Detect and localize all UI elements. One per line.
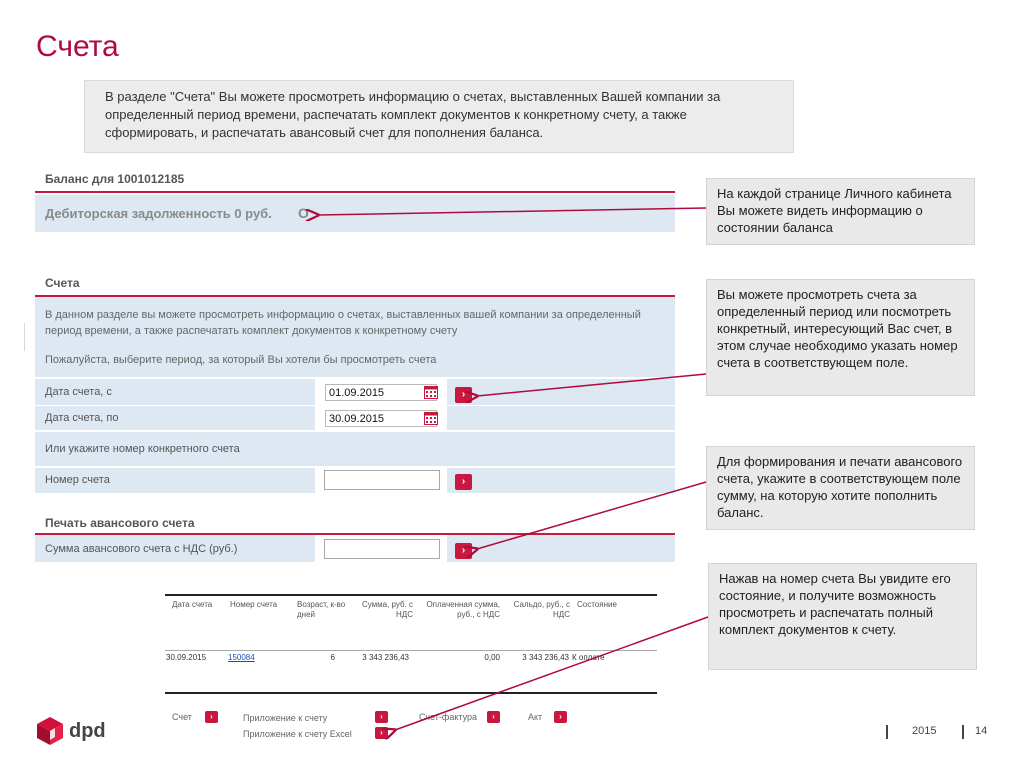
action-attachment-label: Приложение к счету — [243, 713, 328, 723]
debt-text: Дебиторская задолженность 0 руб. — [45, 206, 272, 221]
action-excel-label: Приложение к счету Excel — [243, 729, 352, 739]
slide-title: Счета — [36, 30, 119, 63]
cell-age: 6 — [330, 653, 335, 662]
th-date: Дата счета — [172, 600, 213, 609]
number-label: Номер счета — [45, 474, 110, 486]
callout-period: Вы можете просмотреть счета за определенный период или посмотреть конкретный, интересующий Вас счет, в этом случае необходимо указать номер счета в соответствующем поле. — [706, 279, 975, 396]
invoice-number-link[interactable]: 150084 — [228, 653, 255, 662]
or-specify-label: Или укажите номер конкретного счета — [45, 443, 240, 455]
find-invoice-button[interactable]: › — [455, 474, 472, 490]
cell-date: 30.09.2015 — [166, 653, 207, 662]
dpd-logo-text: dpd — [69, 720, 106, 742]
cell-amount: 3 343 236,43 — [362, 653, 409, 662]
action-factura-label: Счет-фактура — [419, 712, 477, 722]
action-factura-button[interactable]: › — [487, 711, 500, 723]
refresh-icon[interactable]: O — [298, 205, 309, 221]
invoices-info-2: Пожалуйста, выберите период, за который Вы хотели бы просмотреть счета — [45, 354, 437, 366]
th-number: Номер счета — [230, 600, 278, 609]
cell-status: К оплате — [572, 653, 605, 662]
advance-heading: Печать авансового счета — [45, 516, 195, 530]
invoices-heading: Счета — [45, 276, 80, 290]
action-excel-button[interactable]: › — [375, 727, 388, 739]
action-invoice-label: Счет — [172, 712, 192, 722]
action-act-label: Акт — [528, 712, 543, 722]
footer-divider — [962, 725, 964, 739]
balance-heading: Баланс для 1001012185 — [45, 172, 185, 186]
action-attachment-button[interactable]: › — [375, 711, 388, 723]
action-act-button[interactable]: › — [554, 711, 567, 723]
show-invoices-button[interactable]: › — [455, 387, 472, 403]
invoices-info-1: В данном разделе вы можете просмотреть информацию о счетах, выставленных вашей компании за определенный период времени, а также распечатать комплект документов к конкретному счету — [45, 309, 641, 337]
footer-year: 2015 — [912, 725, 937, 737]
callout-advance: Для формирования и печати авансового счета, укажите в соответствующем поле сумму, на которую хотите пополнить баланс. — [706, 446, 975, 530]
date-to-label: Дата счета, по — [45, 412, 119, 424]
cell-paid: 0,00 — [484, 653, 500, 662]
edge-mark — [24, 323, 25, 351]
th-paid: Оплаченная сумма, руб., с НДС — [426, 600, 500, 619]
cell-balance: 3 343 236,43 — [522, 653, 569, 662]
intro-text: В разделе "Счета" Вы можете просмотреть информацию о счетах, выставленных Вашей компании за определенный период времени, распечатать комплект документов к конкретному счету, а также сформировать, и распечатать авансовый счет для пополнения баланса. — [84, 80, 794, 153]
action-invoice-button[interactable]: › — [205, 711, 218, 723]
th-age: Возраст, к-во дней — [297, 600, 346, 619]
page-number: 14 — [975, 725, 988, 737]
advance-amount-label: Сумма авансового счета с НДС (руб.) — [45, 543, 238, 555]
date-from-label: Дата счета, с — [45, 386, 112, 398]
th-balance: Сальдо, руб., с НДС — [513, 600, 570, 619]
th-amount: Сумма, руб. с НДС — [361, 600, 413, 619]
th-status: Состояние — [577, 600, 617, 609]
callout-number: Нажав на номер счета Вы увидите его состояние, и получите возможность просмотреть и распечатать полный комплект документов к счету. — [708, 563, 977, 670]
footer-divider — [886, 725, 888, 739]
print-advance-button[interactable]: › — [455, 543, 472, 559]
dpd-cube-icon — [35, 716, 65, 746]
callout-balance: На каждой странице Личного кабинета Вы можете видеть информацию о состоянии баланса — [706, 178, 975, 245]
